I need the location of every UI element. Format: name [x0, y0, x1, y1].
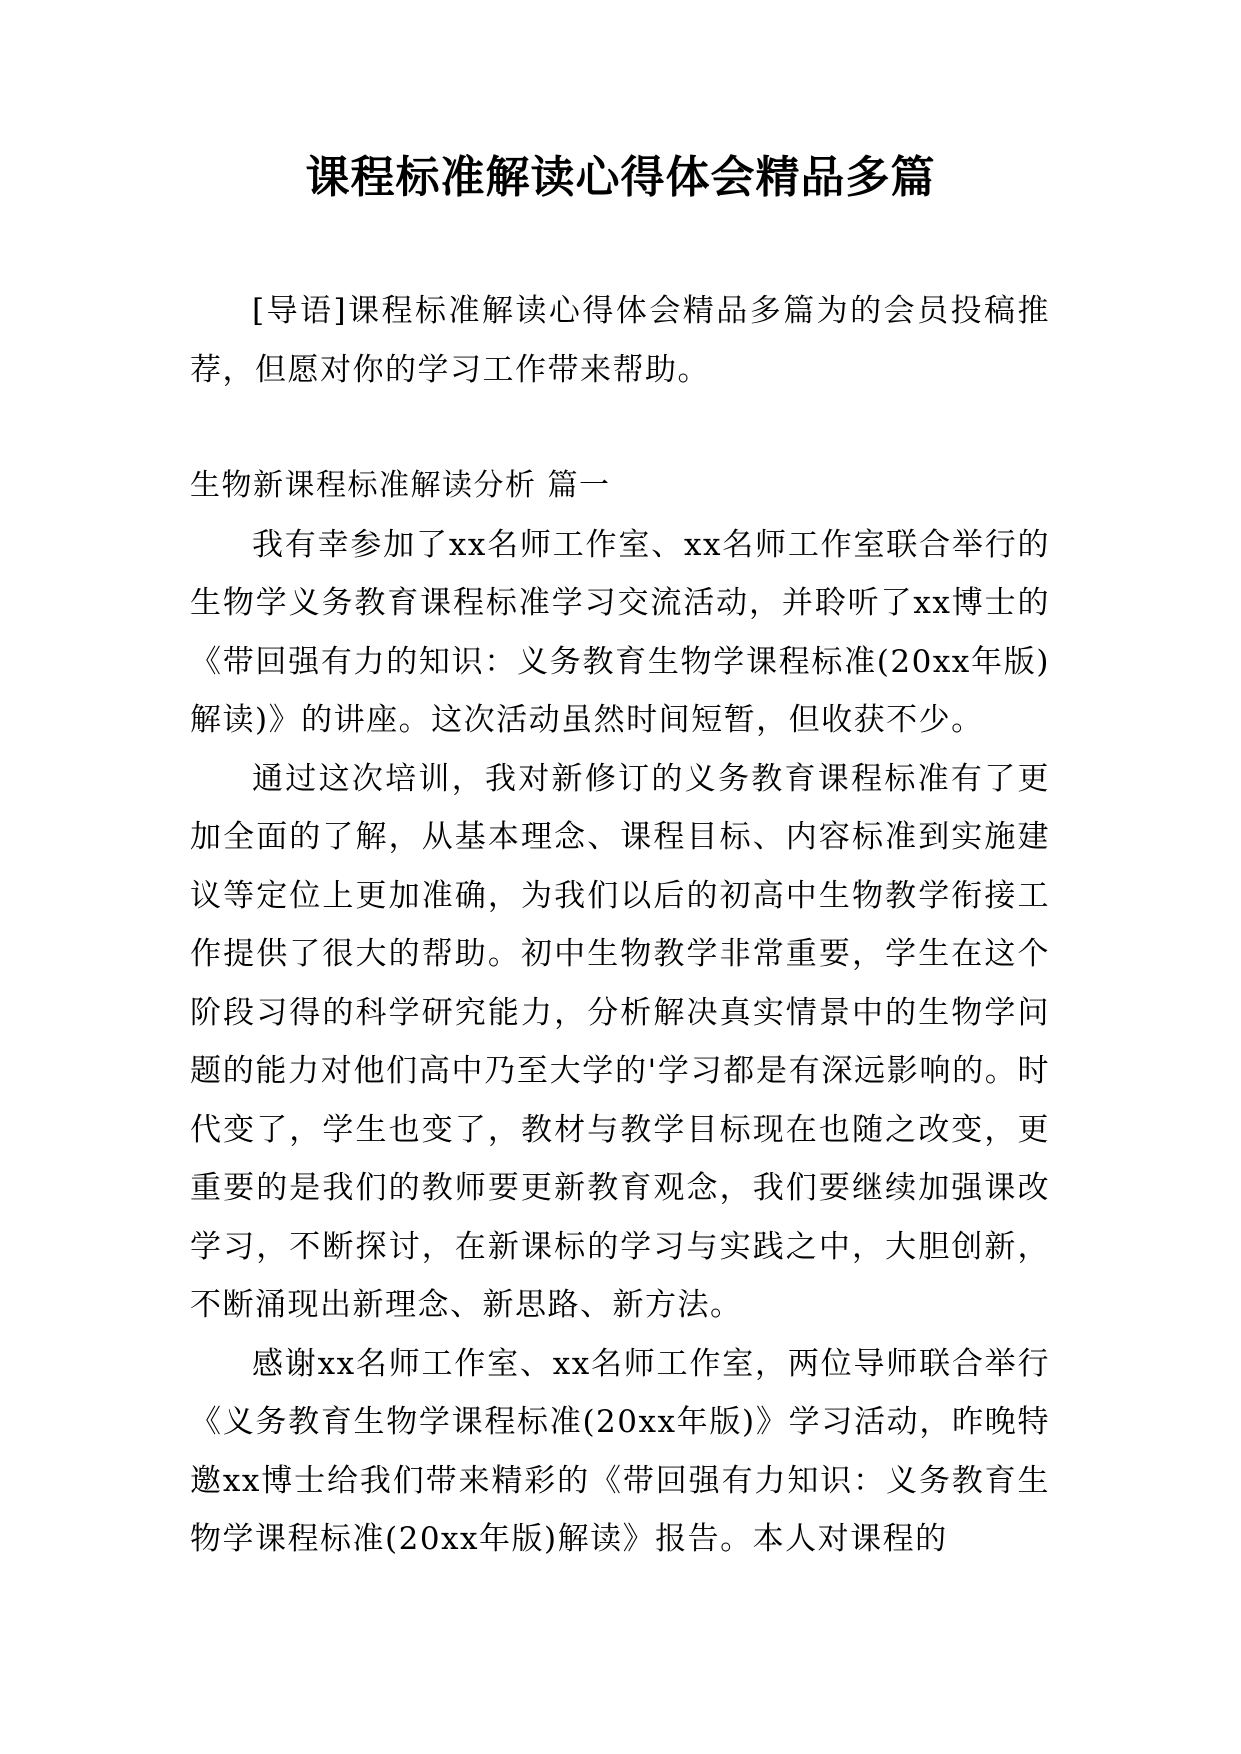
- section-heading: 生物新课程标准解读分析 篇一: [190, 468, 611, 503]
- body-paragraph-3: 感谢xx名师工作室、xx名师工作室，两位导师联合举行《义务教育生物学课程标准(20xx年版)》学习活动，昨晚特邀xx博士给我们带来精彩的《带回强有力知识：义务教育生物学课程标准(20xx年版)解读》报告。本人对课程的: [190, 1345, 1050, 1557]
- body-paragraph-2: 通过这次培训，我对新修订的义务教育课程标准有了更加全面的了解，从基本理念、课程目标、内容标准到实施建议等定位上更加准确，为我们以后的初高中生物教学衔接工作提供了很大的帮助。初中生物教学非常重要，学生在这个阶段习得的科学研究能力，分析解决真实情景中的生物学问题的能力对他们高中乃至大学的'学习都是有深远影响的。时代变了，学生也变了，教材与教学目标现在也随之改变，更重要的是我们的教师要更新教育观念，我们要继续加强课改学习，不断探讨，在新课标的学习与实践之中，大胆创新，不断涌现出新理念、新思路、新方法。: [190, 760, 1050, 1323]
- paragraph-gap: [190, 399, 1050, 457]
- document-title: 课程标准解读心得体会精品多篇: [305, 152, 936, 203]
- body-paragraph-1: 我有幸参加了xx名师工作室、xx名师工作室联合举行的生物学义务教育课程标准学习交流活动，并聆听了xx博士的《带回强有力的知识：义务教育生物学课程标准(20xx年版)解读)》的讲座。这次活动虽然时间短暂，但收获不少。: [190, 526, 1050, 738]
- intro-paragraph: [导语]课程标准解读心得体会精品多篇为的会员投稿推荐，但愿对你的学习工作带来帮助。: [190, 293, 1050, 388]
- document-body: [190, 282, 1050, 1569]
